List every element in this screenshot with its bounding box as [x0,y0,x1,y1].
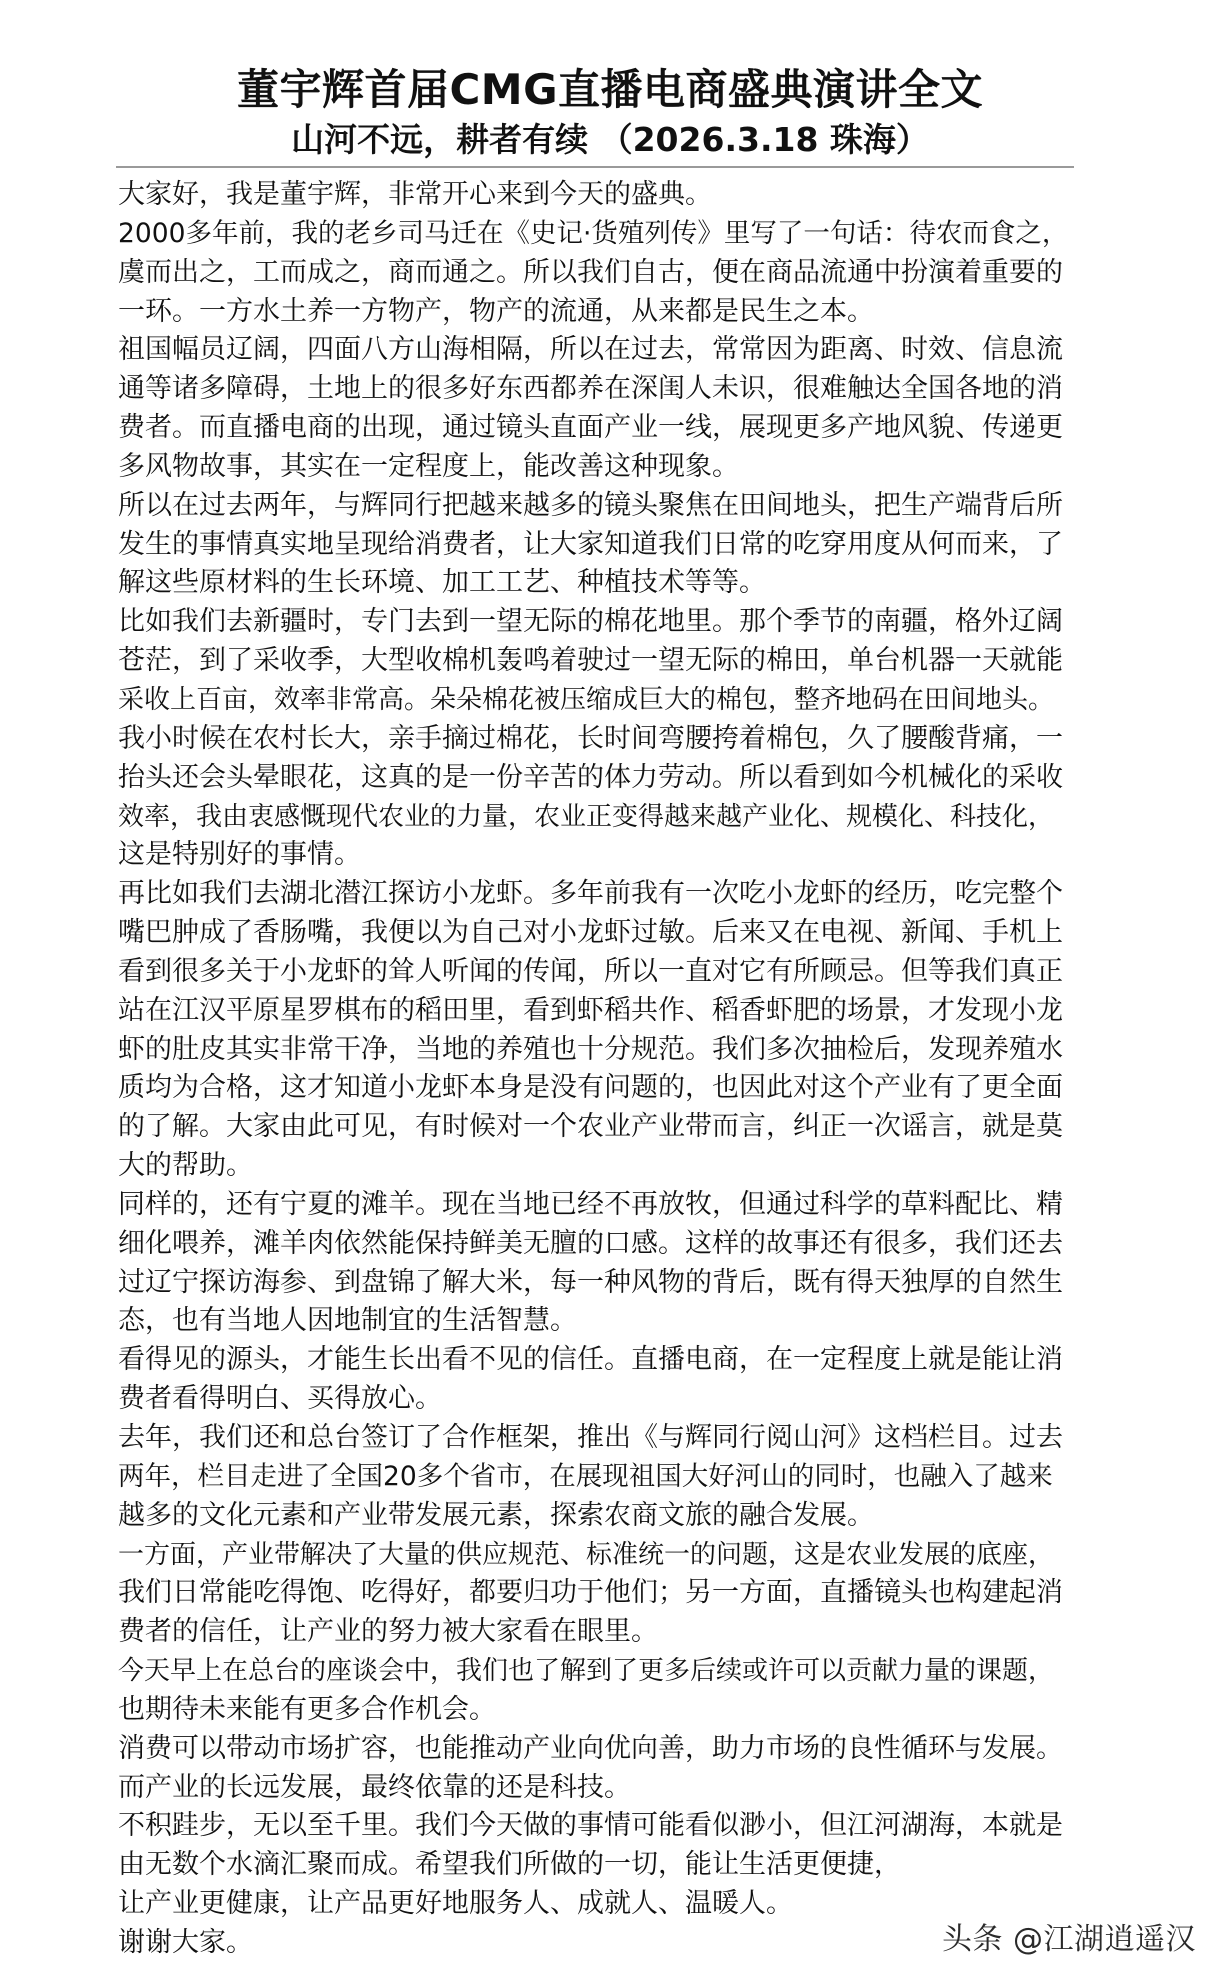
speech-body [118,176,1068,1963]
text-line: 去年，我们还和总台签订了合作框架，推出《与辉同行阅山河》这档栏目。过去 [118,1422,1063,1453]
title-divider [116,166,1074,168]
text-line: 而产业的长远发展，最终依靠的还是科技。 [118,1771,631,1803]
text-line: 一方面，产业带解决了大量的供应规范、标准统一的问题，这是农业发展的底座， [118,1539,1055,1570]
text-line: 所以在过去两年，与辉同行把越来越多的镜头聚焦在田间地头，把生产端背后所 [118,489,1063,521]
text-line: 站在江汉平原星罗棋布的稻田里，看到虾稻共作、稻香虾肥的场景，才发现小龙 [118,994,1063,1026]
text-line: 解这些原材料的生长环境、加工工艺、种植技术等等。 [118,567,766,599]
text-line: 两年，栏目走进了全国20多个省市，在展现祖国大好河山的同时，也融入了越来 [118,1460,1053,1492]
text-line: 由无数个水滴汇聚而成。希望我们所做的一切，能让生活更便捷， [118,1849,901,1881]
text-line: 2000多年前，我的老乡司马迁在《史记·货殖列传》里写了一句话：待农而食之， [118,217,1069,249]
text-line: 的了解。大家由此可见，有时候对一个农业产业带而言，纠正一次谣言，就是莫 [118,1111,1063,1143]
text-line: 发生的事情真实地呈现给消费者，让大家知道我们日常的吃穿用度从何而来，了 [118,528,1063,560]
text-line: 通等诸多障碍，土地上的很多好东西都养在深闺人未识，很难触达全国各地的消 [118,373,1063,405]
text-line: 今天早上在总台的座谈会中，我们也了解到了更多后续或许可以贡献力量的课题， [118,1656,1055,1687]
text-line: 祖国幅员辽阔，四面八方山海相隔，所以在过去，常常因为距离、时效、信息流 [118,334,1063,366]
text-line: 我小时候在农村长大，亲手摘过棉花，长时间弯腰挎着棉包，久了腰酸背痛，一 [118,722,1063,754]
text-line: 谢谢大家。 [118,1926,253,1958]
text-line: 费者的信任，让产业的努力被大家看在眼里。 [118,1616,658,1648]
text-line: 越多的文化元素和产业带发展元素，探索农商文旅的融合发展。 [118,1499,874,1531]
text-line: 态，也有当地人因地制宜的生活智慧。 [118,1305,577,1337]
text-line: 过辽宁探访海参、到盘锦了解大米，每一种风物的背后，既有得天独厚的自然生 [118,1266,1063,1298]
text-line: 消费可以带动市场扩容，也能推动产业向优向善，助力市场的良性循环与发展。 [118,1732,1063,1764]
text-line: 比如我们去新疆时，专门去到一望无际的棉花地里。那个季节的南疆，格外辽阔 [118,606,1063,638]
text-line: 也期待未来能有更多合作机会。 [118,1693,496,1725]
text-line: 费者看得明白、买得放心。 [118,1383,442,1415]
text-line: 一环。一方水土养一方物产，物产的流通，从来都是民生之本。 [118,295,874,327]
text-line: 让产业更健康，让产品更好地服务人、成就人、温暖人。 [118,1888,793,1920]
text-line: 苍茫，到了采收季，大型收棉机轰鸣着驶过一望无际的棉田，单台机器一天就能 [118,645,1063,677]
text-line: 我们日常能吃得饱、吃得好，都要归功于他们；另一方面，直播镜头也构建起消 [118,1577,1063,1609]
text-line: 大家好，我是董宇辉，非常开心来到今天的盛典。 [118,179,712,210]
text-line: 虾的肚皮其实非常干净，当地的养殖也十分规范。我们多次抽检后，发现养殖水 [118,1033,1063,1065]
text-line: 看得见的源头，才能生长出看不见的信任。直播电商，在一定程度上就是能让消 [118,1344,1063,1376]
watermark: 头条 @江湖逍遥汉 [941,1922,1196,1957]
text-line: 嘴巴肿成了香肠嘴，我便以为自己对小龙虾过敏。后来又在电视、新闻、手机上 [118,917,1063,949]
text-line: 质均为合格，这才知道小龙虾本身是没有问题的，也因此对这个产业有了更全面 [118,1072,1063,1104]
text-line: 抬头还会头晕眼花，这真的是一份辛苦的体力劳动。所以看到如今机械化的采收 [118,761,1063,793]
text-line: 看到很多关于小龙虾的耸人听闻的传闻，所以一直对它有所顾忌。但等我们真正 [118,955,1063,987]
text-line: 虞而出之，工而成之，商而通之。所以我们自古，便在商品流通中扮演着重要的 [118,256,1063,288]
text-line: 不积跬步，无以至千里。我们今天做的事情可能看似渺小，但江河湖海，本就是 [118,1810,1063,1842]
text-line: 再比如我们去湖北潜江探访小龙虾。多年前我有一次吃小龙虾的经历，吃完整个 [118,878,1063,910]
text-line: 效率，我由衷感慨现代农业的力量，农业正变得越来越产业化、规模化、科技化， [118,801,1055,832]
document-subtitle: 山河不远，耕者有续 （2026.3.18 珠海） [291,120,929,159]
text-line: 细化喂养，滩羊肉依然能保持鲜美无膻的口感。这样的故事还有很多，我们还去 [118,1227,1063,1259]
text-line: 大的帮助。 [118,1150,253,1182]
text-line: 多风物故事，其实在一定程度上，能改善这种现象。 [118,450,739,482]
document-title: 董宇辉首届CMG直播电商盛典演讲全文 [236,65,984,114]
text-line: 费者。而直播电商的出现，通过镜头直面产业一线，展现更多产地风貌、传递更 [118,412,1063,444]
text-line: 采收上百亩，效率非常高。朵朵棉花被压缩成巨大的棉包，整齐地码在田间地头。 [118,684,1055,715]
text-line: 同样的，还有宁夏的滩羊。现在当地已经不再放牧，但通过科学的草料配比、精 [118,1188,1063,1220]
text-line: 这是特别好的事情。 [118,839,361,871]
